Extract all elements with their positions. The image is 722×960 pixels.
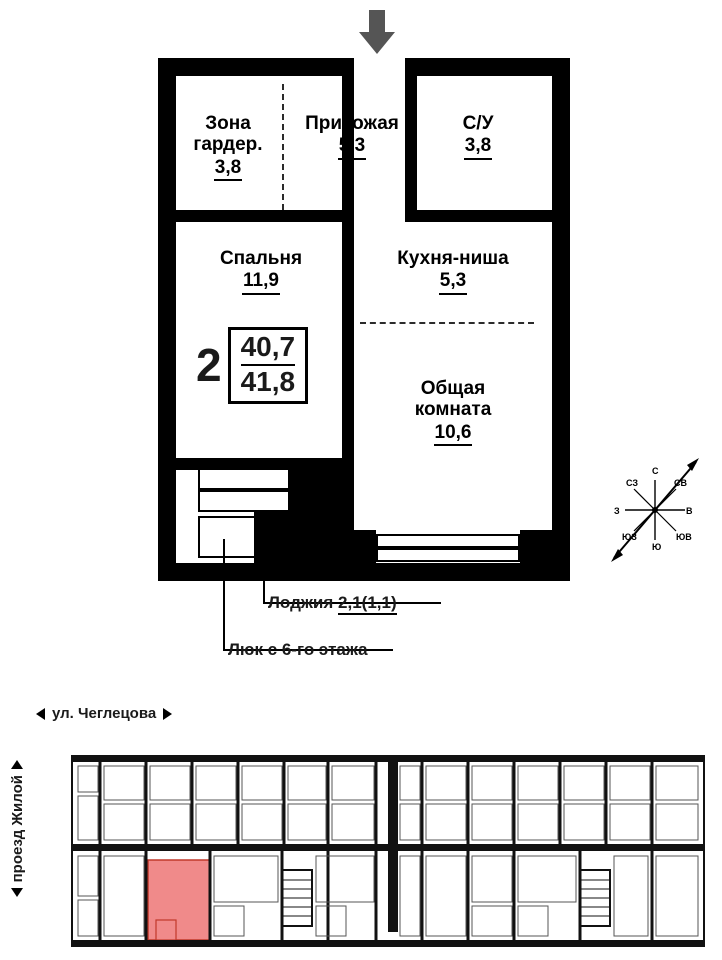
wall-under-entry-left	[176, 210, 354, 222]
balcony-rail-1	[376, 534, 520, 548]
room-name: Зона	[205, 113, 251, 134]
building-key-plan	[70, 752, 706, 950]
compass-label-sw: ЮЗ	[622, 532, 637, 542]
callout-loggia-label: Лоджия	[268, 593, 339, 612]
wall-left-lower	[158, 458, 176, 581]
rooms-count: 2	[196, 339, 222, 392]
wall-bedroom-right	[342, 222, 354, 470]
compass-label-nw: СЗ	[626, 478, 639, 488]
room-label-kitchen	[368, 248, 538, 295]
wall-under-bath	[405, 210, 552, 222]
room-area: 5,3	[439, 270, 467, 294]
street-label-left	[2, 760, 32, 960]
room-label-living	[370, 378, 536, 446]
hatch-leader-line	[223, 539, 225, 651]
room-label-bathroom	[424, 113, 532, 160]
loggia-leader-line	[263, 534, 265, 604]
room-name: комната	[414, 399, 492, 421]
compass-label-ne: СВ	[674, 478, 687, 488]
loggia-box-1	[198, 468, 290, 490]
wall-stub-hall	[342, 210, 354, 222]
wall-living-bottom-right	[520, 530, 552, 581]
room-name: С/У	[462, 113, 494, 134]
room-name: Спальня	[219, 248, 303, 269]
compass-label-se: ЮВ	[676, 532, 692, 542]
street-left-text: проезд Жилой	[8, 775, 26, 883]
entrance-arrow-icon	[357, 10, 397, 56]
room-area: 3,8	[214, 157, 242, 181]
loggia-box-2	[198, 490, 290, 512]
balcony-rail-2	[376, 548, 520, 562]
room-name: Кухня-ниша	[397, 248, 509, 269]
compass-label-e: В	[686, 506, 693, 516]
compass-rose	[600, 440, 710, 580]
room-label-hall	[288, 113, 416, 160]
room-name: Прихожая	[305, 113, 399, 134]
wall-top-right	[405, 58, 570, 76]
key-plan-drawing	[70, 752, 706, 950]
arrow-down-icon	[11, 888, 23, 897]
callout-hatch-label: Люк с 6-го этажа	[228, 640, 368, 659]
arrow-up-icon	[11, 760, 23, 769]
street-label-top	[36, 705, 172, 722]
wall-living-bottom-left	[354, 530, 376, 581]
area-box	[228, 327, 309, 404]
hatch-box	[198, 516, 256, 558]
room-name: Общая	[420, 378, 486, 399]
room-area: 3,8	[464, 135, 492, 159]
room-area: 10,6	[434, 422, 473, 446]
area-total: 41,8	[240, 365, 296, 397]
apartment-summary	[196, 327, 308, 404]
room-label-bedroom	[186, 248, 336, 295]
compass-label-s: Ю	[652, 542, 662, 552]
callout-loggia	[268, 593, 397, 613]
compass-label-n: С	[652, 466, 659, 476]
callout-loggia-value: 2,1(1,1)	[338, 593, 397, 615]
arrow-right-icon	[163, 708, 172, 720]
room-name: гардер.	[193, 134, 263, 156]
area-without-balcony: 40,7	[241, 332, 296, 366]
wall-top-left	[158, 58, 342, 76]
dashed-kitchen-living	[360, 322, 534, 324]
compass-label-w: З	[614, 506, 620, 516]
street-top-text: ул. Чеглецова	[52, 705, 157, 722]
wall-right-outer	[552, 58, 570, 581]
room-area: 5,3	[338, 135, 366, 159]
arrow-left-icon	[36, 708, 45, 720]
room-area: 11,9	[242, 270, 280, 294]
dashed-wardrobe-hall	[282, 84, 284, 210]
callout-hatch	[228, 640, 368, 660]
room-label-wardrobe	[176, 113, 280, 181]
